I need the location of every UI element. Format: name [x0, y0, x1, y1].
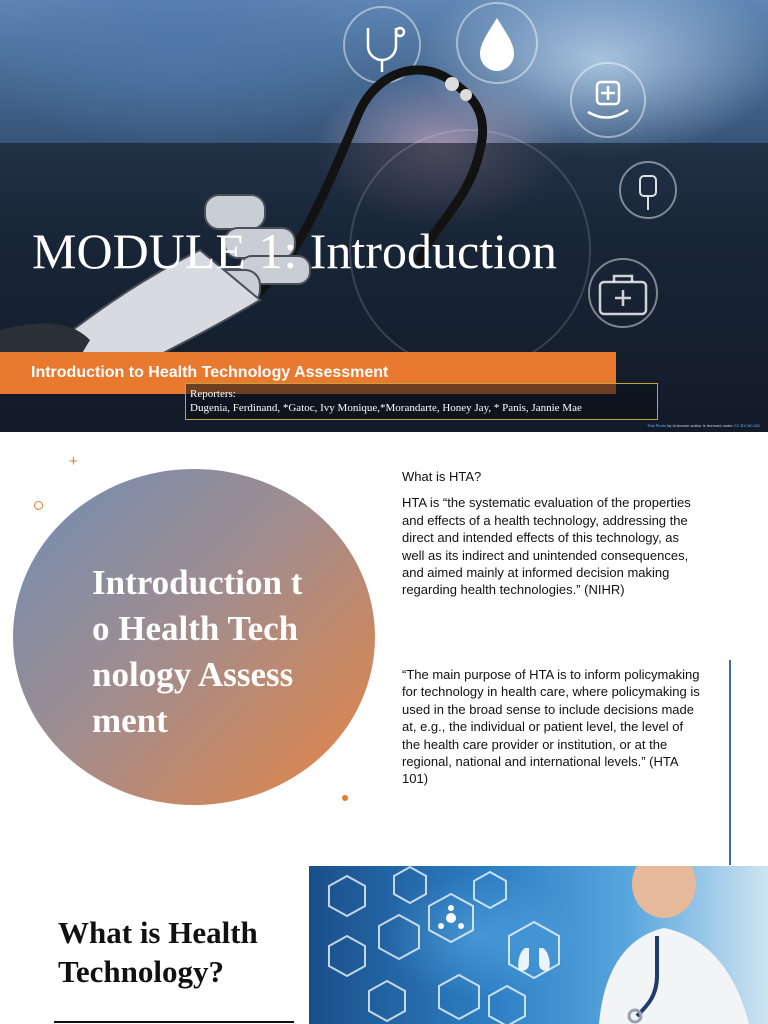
- title-slide: [0, 0, 768, 432]
- doctor-figure: [599, 866, 749, 1024]
- photo-credit-link[interactable]: This Photo: [646, 423, 667, 428]
- photo-credit: [647, 423, 760, 428]
- dot-decoration: [342, 795, 348, 801]
- molecule-icon: [438, 905, 464, 929]
- lungs-icon: [518, 948, 550, 971]
- hta-purpose-quote: “The main purpose of HTA is to inform policymaking for technology in health care, where policymaking is used in the broad sense to include decisions made at, e.g., the individual or patient level, the level of the health care provider or institution, or at the regional, national and international levels.” (HTA 101): [402, 667, 700, 787]
- health-technology-title: What is Health Technology?: [58, 915, 258, 989]
- hta-definition-slide: [0, 432, 768, 866]
- reporters-box: [185, 383, 658, 420]
- plus-icon: +: [69, 453, 78, 470]
- reporters-names: Dugenia, Ferdinand, *Gatoc, Ivy Monique,*Morandarte, Honey Jay, * Panis, Jannie Mae: [190, 402, 582, 414]
- hta-definition: HTA is “the systematic evaluation of the properties and effects of a health technology, addressing the direct and intended effects of this technology, as well as its indirect and unintended consequences, and aimed mainly at informed decision making regarding health technologies.” (NIHR): [402, 495, 691, 598]
- hologram-icons: [309, 866, 768, 1024]
- accent-line: [729, 660, 731, 865]
- module-subtitle: Introduction to Health Technology Assessment: [31, 364, 389, 381]
- medical-kit-icon: [600, 276, 646, 314]
- title-underline: [54, 1021, 294, 1023]
- ring-decoration: [34, 501, 43, 510]
- photo-credit-text: by Unknown author is licensed under: [666, 423, 734, 428]
- iv-bag-icon: [640, 176, 656, 210]
- health-technology-slide: [0, 866, 768, 1024]
- hta-text-block: [402, 468, 702, 608]
- circle-title: Introduction to Health Technology Assessment: [92, 563, 303, 740]
- stethoscope-icon: [368, 28, 404, 72]
- drop-icon: [480, 18, 514, 71]
- license-link[interactable]: CC BY-NC-ND: [733, 423, 760, 428]
- doctor-hologram-image: [309, 866, 768, 1024]
- hand-cross-icon: [588, 82, 628, 118]
- reporters-label: Reporters:: [190, 388, 236, 400]
- hta-heading: What is HTA?: [402, 469, 482, 484]
- module-title: MODULE 1: Introduction: [32, 223, 557, 279]
